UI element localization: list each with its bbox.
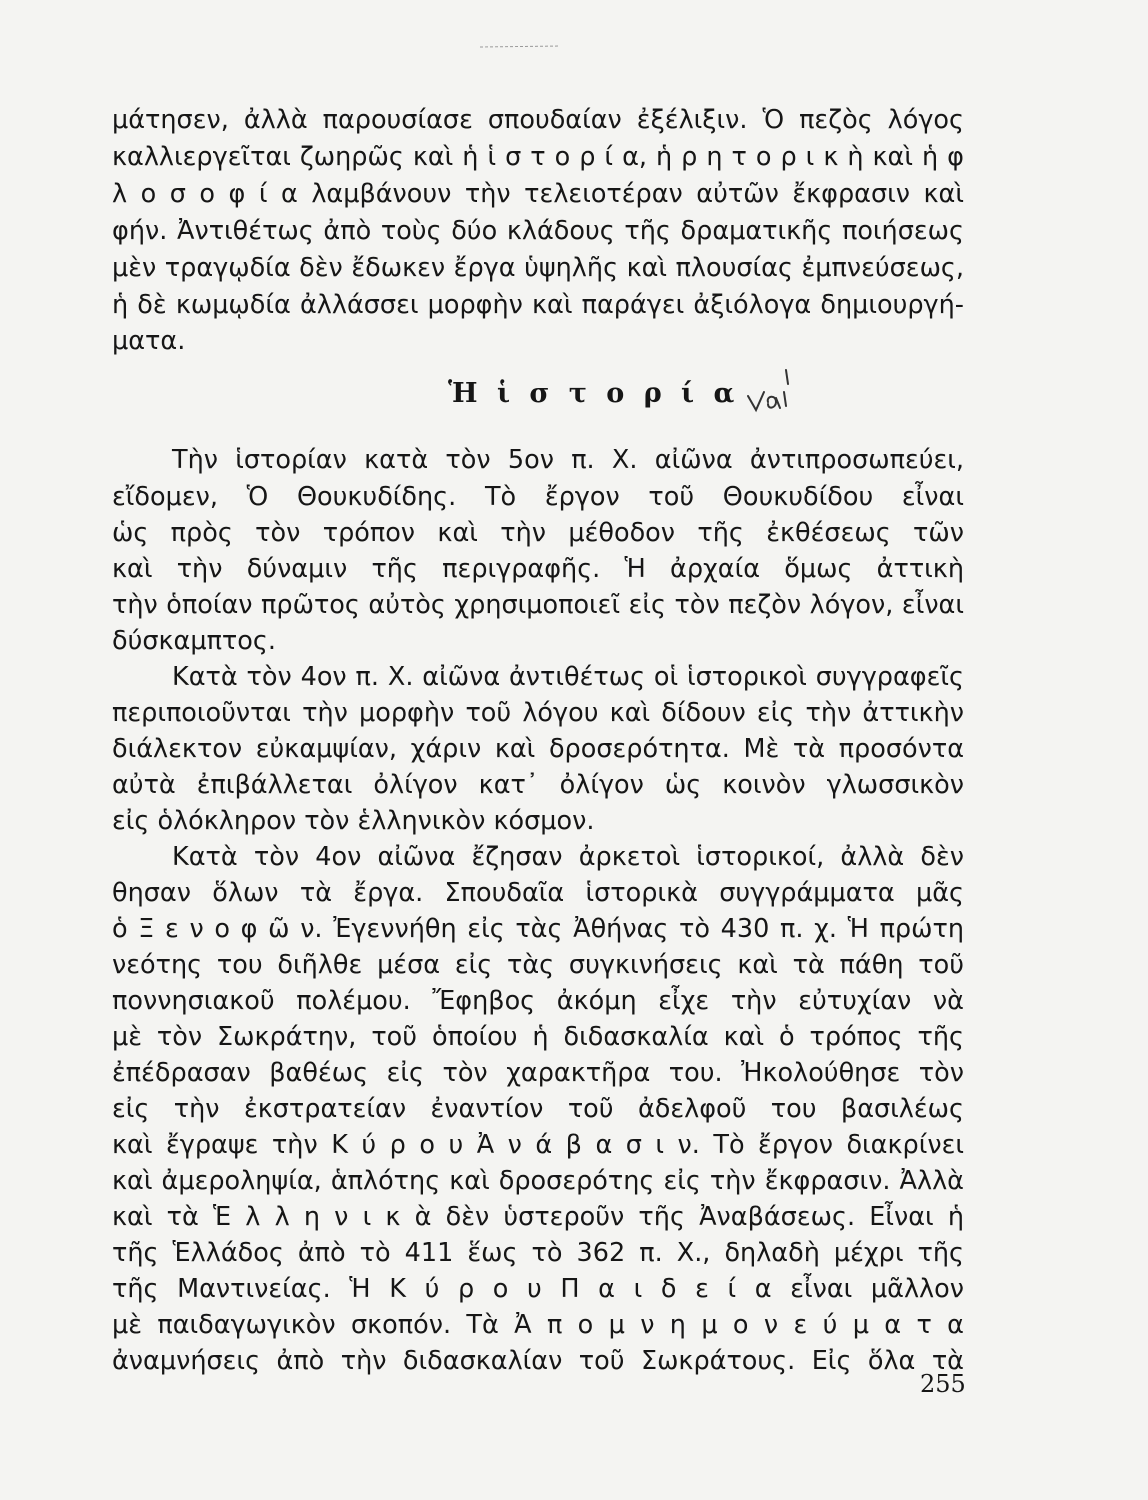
text-line: ὡς πρὸς τὸν τρόπον καὶ τὴν μέθοδον τῆς ἐκθέσεως τῶν xyxy=(112,518,964,548)
text-line: καλλιεργεῖται ζωηρῶς καὶ ἡ ἱ σ τ ο ρ ί α, ἡ ρ η τ ο ρ ι κ ὴ καὶ ἡ φ xyxy=(112,142,964,172)
text-line: διάλεκτον εὐκαμψίαν, χάριν καὶ δροσερότητα. Μὲ τὰ προσόντα xyxy=(112,734,964,764)
page-number: 255 xyxy=(920,1370,966,1398)
text-line: ἡ δὲ κωμῳδία ἀλλάσσει μορφὴν καὶ παράγει ἀξιόλογα δημιουργή- xyxy=(112,290,964,320)
text-line: ἐπέδρασαν βαθέως εἰς τὸν χαρακτῆρα του. Ἠκολούθησε τὸν xyxy=(112,1058,964,1088)
section-heading: Ἡ ἱ σ τ ο ρ ί α xyxy=(448,378,740,409)
text-line: ἀναμνήσεις ἀπὸ τὴν διδασκαλίαν τοῦ Σωκράτους. Εἰς ὅλα τὰ xyxy=(112,1346,964,1376)
scan-smudge xyxy=(480,44,560,50)
text-line: μὲ τὸν Σωκράτην, τοῦ ὁποίου ἡ διδασκαλία καὶ ὁ τρόπος τῆς xyxy=(112,1022,964,1052)
text-line: καὶ ἔγραψε τὴν Κ ύ ρ ο υ Ἀ ν ά β α σ ι ν. Τὸ ἔργον διακρίνει xyxy=(112,1130,964,1160)
text-line: μὲν τραγῳδία δὲν ἔδωκεν ἔργα ὑψηλῆς καὶ πλουσίας ἐμπνεύσεως, xyxy=(112,253,964,283)
text-line: καὶ ἀμεροληψία, ἁπλότης καὶ δροσερότης εἰς τὴν ἔκφρασιν. Ἀλλὰ xyxy=(112,1166,964,1196)
text-line: Τὴν ἱστορίαν κατὰ τὸν 5ον π. Χ. αἰῶνα ἀντιπροσωπεύει, xyxy=(172,445,964,475)
text-line: τῆς Ἑλλάδος ἀπὸ τὸ 411 ἕως τὸ 362 π. Χ., δηλαδὴ μέχρι τῆς xyxy=(112,1238,964,1268)
text-line: καὶ τὰ Ἑ λ λ η ν ι κ ὰ δὲν ὑστεροῦν τῆς Ἀναβάσεως. Εἶναι ἡ xyxy=(112,1202,964,1232)
text-line: φήν. Ἀντιθέτως ἀπὸ τοὺς δύο κλάδους τῆς δραματικῆς ποιήσεως xyxy=(112,216,964,246)
text-line: εἰς ὁλόκληρον τὸν ἑλληνικὸν κόσμον. xyxy=(112,806,595,836)
text-line: ὁ Ξ ε ν ο φ ῶ ν. Ἐγεννήθη εἰς τὰς Ἀθήνας τὸ 430 π. χ. Ἡ πρώτη xyxy=(112,914,964,944)
text-line: λ ο σ ο φ ί α λαμβάνουν τὴν τελειοτέραν αὐτῶν ἔκφρασιν καὶ xyxy=(112,179,964,209)
text-line: μάτησεν, ἀλλὰ παρουσίασε σπουδαίαν ἐξέλιξιν. Ὁ πεζὸς λόγος xyxy=(112,105,964,135)
text-line: νεότης του διῆλθε μέσα εἰς τὰς συγκινήσεις καὶ τὰ πάθη τοῦ xyxy=(112,950,964,980)
text-line: εἴδομεν, Ὁ Θουκυδίδης. Τὸ ἔργον τοῦ Θουκυδίδου εἶναι xyxy=(112,482,964,512)
text-line: Κατὰ τὸν 4ον π. Χ. αἰῶνα ἀντιθέτως οἱ ἱστορικοὶ συγγραφεῖς xyxy=(172,662,964,692)
text-line: τὴν ὁποίαν πρῶτος αὐτὸς χρησιμοποιεῖ εἰς τὸν πεζὸν λόγον, εἶναι xyxy=(112,590,964,620)
text-line: Κατὰ τὸν 4ον αἰῶνα ἔζησαν ἀρκετοὶ ἱστορικοί, ἀλλὰ δὲν xyxy=(172,842,964,872)
text-line: αὐτὰ ἐπιβάλλεται ὀλίγον κατ᾽ ὀλίγον ὡς κοινὸν γλωσσικὸν xyxy=(112,770,964,800)
text-line: καὶ τὴν δύναμιν τῆς περιγραφῆς. Ἡ ἀρχαία ὅμως ἀττικὴ xyxy=(112,554,964,584)
text-line: θησαν ὅλων τὰ ἔργα. Σπουδαῖα ἱστορικὰ συγγράμματα μᾶς xyxy=(112,878,964,908)
text-line: ματα. xyxy=(112,326,186,356)
text-line: τῆς Μαντινείας. Ἡ Κ ύ ρ ο υ Π α ι δ ε ί α εἶναι μᾶλλον xyxy=(112,1274,964,1304)
text-line: μὲ παιδαγωγικὸν σκοπόν. Τὰ Ἀ π ο μ ν η μ ο ν ε ύ μ α τ α xyxy=(112,1310,964,1340)
text-line: δύσκαμπτος. xyxy=(112,626,276,656)
text-line: περιποιοῦνται τὴν μορφὴν τοῦ λόγου καὶ δίδουν εἰς τὴν ἀττικὴν xyxy=(112,698,964,728)
handwritten-annotation xyxy=(732,362,812,422)
text-line: εἰς τὴν ἐκστρατείαν ἐναντίον τοῦ ἀδελφοῦ του βασιλέως xyxy=(112,1094,964,1124)
text-line: ποννησιακοῦ πολέμου. Ἔφηβος ἀκόμη εἶχε τὴν εὐτυχίαν νὰ xyxy=(112,986,964,1016)
